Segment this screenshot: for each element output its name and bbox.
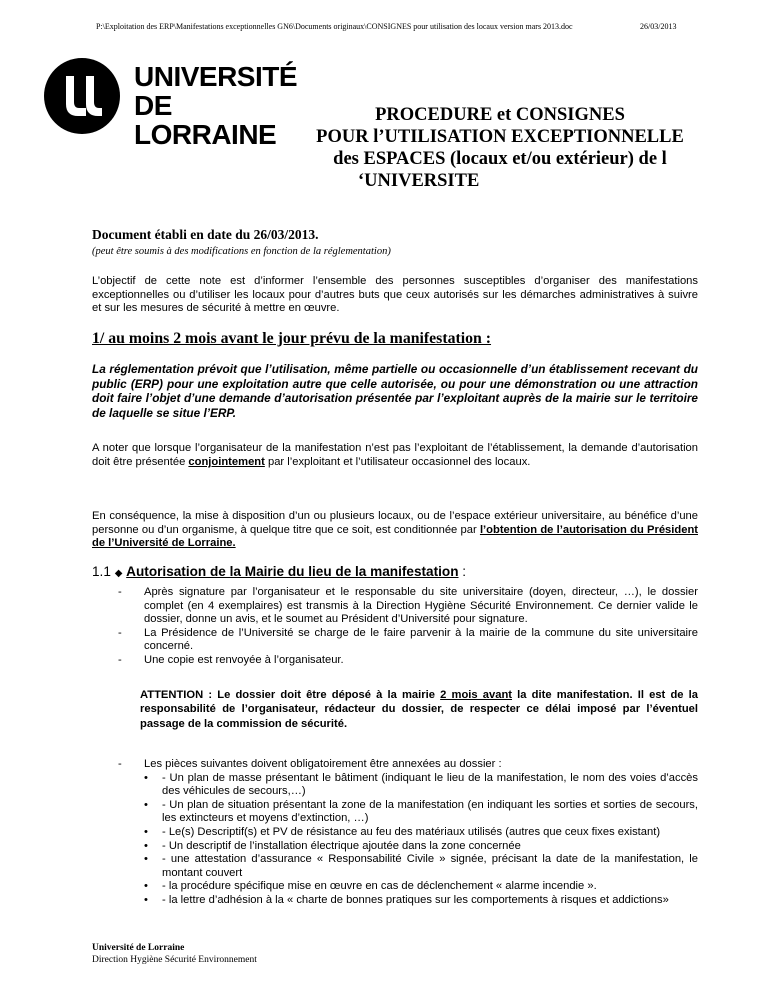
step-text: Après signature par l’organisateur et le responsable du site universitaire (doyen, directeur, …), le dossier complet (en 4 exemplaires) est transmis à la Direction Hygiène Sécurité Environnement. Ce dernier valide le dossier, donne un avis, et le soumet au Président d’Université pour signature. <box>144 586 698 626</box>
list-item <box>118 627 698 654</box>
pieces-list <box>118 758 698 908</box>
logo-line-1: UNIVERSITÉ <box>134 61 298 92</box>
footer-line-2: Direction Hygiène Sécurité Environnement <box>92 955 257 965</box>
header-date: 26/03/2013 <box>640 22 677 31</box>
attention-notice <box>140 688 698 731</box>
pieces-intro: Les pièces suivantes doivent obligatoirement être annexées au dossier : <box>144 758 502 770</box>
piece-text: - la procédure spécifique mise en œuvre en cas de déclenchement « alarme incendie ». <box>162 880 597 893</box>
section-1-1-colon: : <box>458 564 467 579</box>
bullet-icon: • <box>144 771 148 784</box>
dash-bullet: - <box>118 653 122 666</box>
bullet-icon: • <box>144 839 148 852</box>
document-date: Document établi en date du 26/03/2013. <box>92 227 319 242</box>
list-item <box>144 840 698 854</box>
list-item <box>118 586 698 627</box>
note1-before: A noter que lorsque l’organisateur de la manifestation n’est pas l’exploitant de l’établissement, la demande d’autorisation doit être présentée <box>92 442 698 468</box>
attention-before: ATTENTION : Le dossier doit être déposé à la mairie <box>140 689 441 701</box>
title-line-3: des ESPACES (locaux et/ou extérieur) de l <box>333 149 667 169</box>
pieces-bullets <box>118 772 698 908</box>
list-item <box>144 894 698 908</box>
note2-before: En conséquence, la mise à disposition d’un ou plusieurs locaux, ou de l’espace extérieur universitaire, au bénéfice d’une personne ou d’un organisme, à quelque titre que ce soit, est conditionnée par <box>92 510 698 536</box>
section-1-heading: 1/ au moins 2 mois avant le jour prévu de la manifestation : <box>92 330 492 347</box>
section-1-1-heading <box>92 564 466 579</box>
list-item <box>144 880 698 894</box>
attention-emphasis: 2 mois avant <box>440 689 513 701</box>
bullet-icon: • <box>144 825 148 838</box>
note-autorisation-president <box>92 510 698 551</box>
list-item <box>144 772 698 799</box>
title-line-2: POUR l’UTILISATION EXCEPTIONNELLE <box>316 127 684 147</box>
dash-bullet: - <box>118 758 122 770</box>
page-footer <box>92 942 257 966</box>
dash-bullet: - <box>118 626 122 639</box>
section-1-1-number: 1.1 <box>92 564 111 579</box>
diamond-bullet-icon: ◆ <box>114 568 123 579</box>
logo-line-2: DE LORRAINE <box>134 90 277 150</box>
bullet-icon: • <box>144 853 148 866</box>
note1-after: par l’exploitant et l’utilisateur occasionnel des locaux. <box>264 455 531 468</box>
header-file-path: P:\Exploitation des ERP\Manifestations exceptionnelles GN6\Documents originaux\CONSIGNES pour utilisation des locaux version mars 2013.doc <box>96 22 573 31</box>
piece-text: - une attestation d’assurance « Responsabilité Civile » signée, précisant la date de la manifestation, le montant couvert <box>162 853 698 879</box>
bullet-icon: • <box>144 798 148 811</box>
list-item <box>144 799 698 826</box>
procedure-steps-list <box>118 586 698 668</box>
note2-emphasis: l’obtention de l’autorisation du Président de l’Université de Lorraine. <box>92 523 699 550</box>
regulation-paragraph: La réglementation prévoit que l’utilisation, même partielle ou occasionnelle d’un établissement recevant du public (ERP) pour une exploitation autre que celle autorisée, ou pour une démonstration ou une attraction doit faire l’objet d’une demande d’autorisation présentée par l’exploitant auprès de la mairie sur le territoire de laquelle se situe l’ERP. <box>92 362 698 420</box>
ul-emblem-icon <box>42 56 122 136</box>
bullet-icon: • <box>144 893 148 906</box>
step-text: Une copie est renvoyée à l’organisateur. <box>144 653 344 666</box>
list-item <box>118 654 698 668</box>
list-item <box>144 826 698 840</box>
attention-after: la dite manifestation. Il est de la responsabilité de l’organisateur, rédacteur du dossier, de respecter ce délai imposé par l’éventuel passage de la commission de sécurité. <box>140 689 699 730</box>
step-text: La Présidence de l’Université se charge de le faire parvenir à la mairie de la commune du site universitaire concerné. <box>144 626 698 653</box>
piece-text: - la lettre d’adhésion à la « charte de bonnes pratiques sur les comportements à risques et addictions» <box>162 893 669 906</box>
list-item <box>118 758 698 772</box>
section-1-1-title: Autorisation de la Mairie du lieu de la manifestation <box>126 564 459 579</box>
note-conjointement <box>92 442 698 469</box>
document-note: (peut être soumis à des modifications en fonction de la réglementation) <box>92 246 391 257</box>
piece-text: - Un descriptif de l’installation électrique ajoutée dans la zone concernée <box>162 839 521 852</box>
bullet-icon: • <box>144 880 148 893</box>
page-title <box>280 104 720 192</box>
title-line-4: ‘UNIVERSITE <box>358 171 480 191</box>
title-line-1: PROCEDURE et CONSIGNES <box>375 105 625 125</box>
dash-bullet: - <box>118 586 122 598</box>
note1-emphasis: conjointement <box>188 455 265 468</box>
piece-text: - Un plan de masse présentant le bâtiment (indiquant le lieu de la manifestation, le nom des voies d’accès des véhicules de secours,…) <box>162 771 698 798</box>
intro-paragraph: L’objectif de cette note est d’informer l’ensemble des personnes susceptibles d’organiser des manifestations exceptionnelles ou d’utiliser les locaux pour d’autres buts que ceux autorisés sur les démarches administratives à suivre et sur les mesures de sécurité à mettre en œuvre. <box>92 275 698 315</box>
universite-de-lorraine-logo <box>42 56 298 150</box>
piece-text: - Le(s) Descriptif(s) et PV de résistance au feu des matériaux utilisés (autres que ceux fixes existant) <box>162 825 661 838</box>
footer-line-1: Université de Lorraine <box>92 943 185 953</box>
piece-text: - Un plan de situation présentant la zone de la manifestation (en indiquant les sorties et sorties de secours, les extincteurs et moyens d’extinction, …) <box>162 798 698 825</box>
list-item <box>144 853 698 880</box>
